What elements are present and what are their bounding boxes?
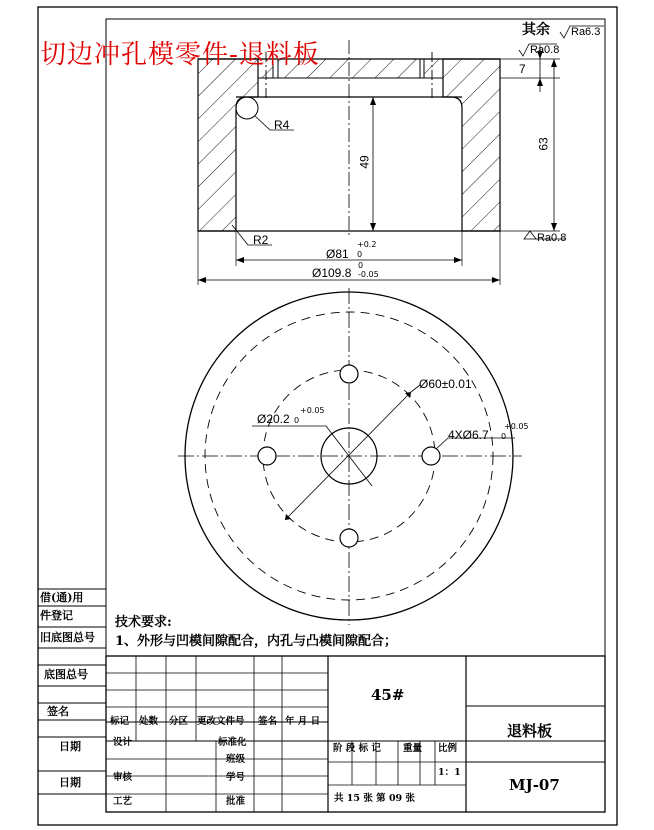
tb-standardize: 标准化 (218, 737, 247, 748)
scale: 1：1 (438, 767, 461, 778)
strip-date-1: 日期 (59, 740, 81, 753)
dim-radius-lower: R2 (253, 233, 269, 247)
part-name: 退料板 (507, 722, 553, 740)
rev-header-date: 年 月 日 (285, 716, 321, 727)
tb-class: 班级 (226, 754, 246, 765)
roughness-rest-label: 其余 (522, 22, 550, 38)
dim-center-hole-sup: +0.05 (300, 406, 325, 415)
tb-review: 审核 (113, 772, 133, 783)
rev-header-zone: 分区 (169, 716, 189, 727)
requirements-item-1: 1、外形与凹模间隙配合，内孔与凸模间隙配合； (115, 634, 398, 649)
dim-small-holes: 4XØ6.7 (448, 428, 489, 442)
tb-weight: 重量 (403, 743, 423, 754)
dim-inner-dia-sup: +0.2 (357, 240, 377, 249)
strip-old-drawing-no: 旧底图总号 (40, 631, 95, 644)
material: 45# (371, 686, 405, 704)
tb-design: 设计 (113, 737, 133, 748)
strip-base-drawing-no: 底图总号 (44, 668, 88, 681)
rev-header-sign: 签名 (258, 716, 278, 727)
requirements-heading: 技术要求: (115, 615, 172, 630)
rev-header-mark: 标记 (110, 716, 130, 727)
strip-borrow: 借(通)用 (40, 591, 84, 604)
inner-frame (106, 19, 605, 812)
dim-inner-dia-sub: 0 (357, 250, 363, 259)
dim-height-inner: 49 (357, 155, 372, 169)
dim-center-hole-sub: 0 (294, 416, 300, 425)
dim-outer-dia-sub: -0.05 (358, 270, 379, 279)
tb-approve: 批准 (226, 796, 246, 807)
dim-depth-top: 7 (519, 62, 526, 76)
dim-bolt-circle: Ø60±0.01 (419, 377, 472, 391)
drawing-number: MJ-07 (509, 776, 560, 794)
dim-center-hole: Ø20.2 (257, 412, 290, 426)
rev-header-count: 处数 (139, 716, 159, 727)
dim-inner-dia: Ø81 (326, 247, 349, 261)
strip-signature: 签名 (47, 705, 69, 718)
tb-student-no: 学号 (226, 772, 246, 783)
tb-stage-mark: 阶 段 标 记 (333, 743, 381, 754)
dim-small-holes-sup: +0.05 (504, 422, 529, 431)
roughness-top-value: Ra0.8 (530, 44, 560, 56)
strip-date-2: 日期 (59, 776, 81, 789)
plan-view (178, 288, 522, 625)
roughness-rest-value: Ra6.3 (571, 26, 601, 38)
dim-small-holes-sub: 0 (501, 432, 507, 441)
dim-height-total: 63 (536, 137, 551, 151)
roughness-bottom-value: Ra0.8 (537, 232, 567, 244)
tb-process: 工艺 (113, 796, 133, 807)
dim-radius-upper: R4 (274, 118, 290, 132)
tb-ratio: 比例 (438, 743, 458, 754)
drawing-title: 切边冲孔模零件-退料板 (40, 40, 320, 70)
dim-outer-dia-sup: 0 (358, 261, 364, 270)
strip-register: 件登记 (40, 609, 73, 622)
rev-header-doc: 更改文件号 (197, 716, 245, 727)
dim-outer-dia: Ø109.8 (312, 266, 352, 280)
sheet-count: 共 15 张 第 09 张 (334, 793, 415, 804)
